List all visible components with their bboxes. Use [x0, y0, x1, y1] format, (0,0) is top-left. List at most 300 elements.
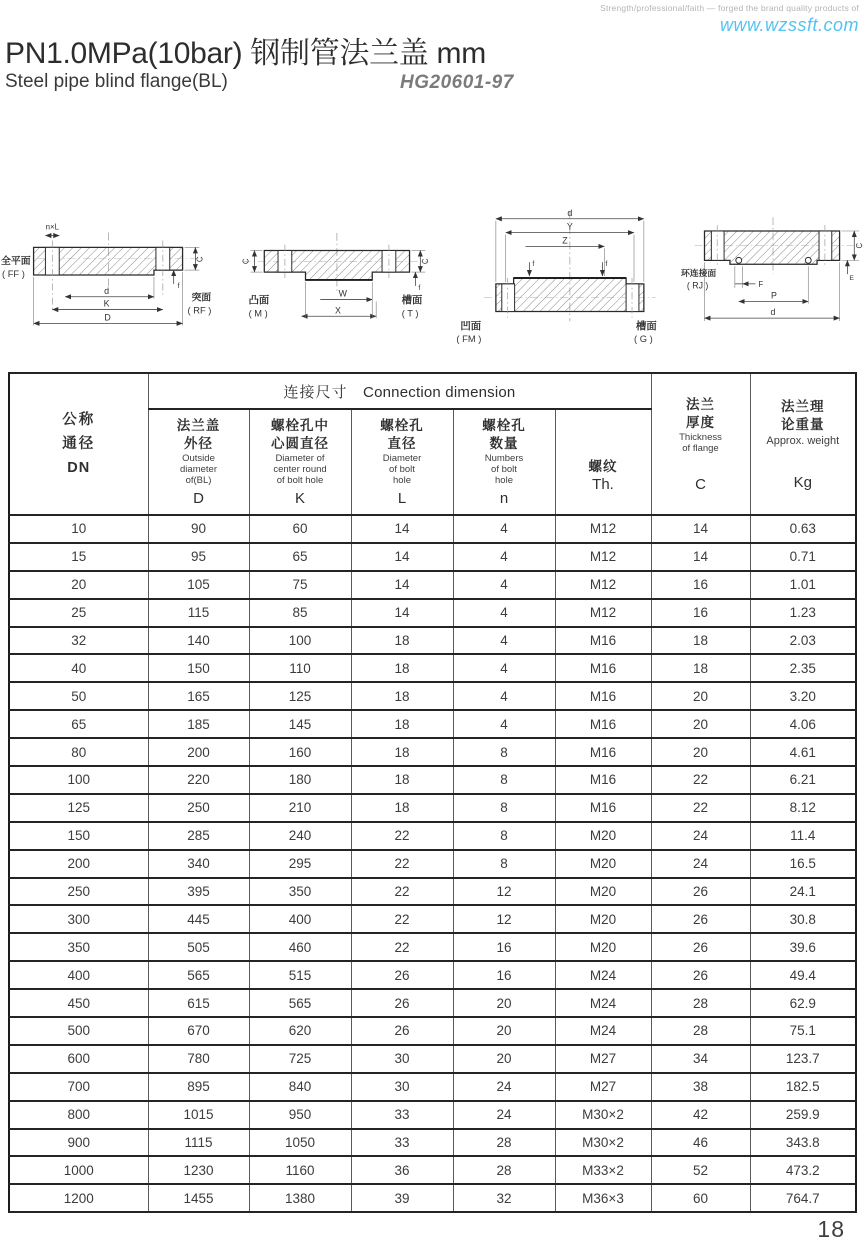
- cell-dn: 50: [9, 682, 148, 710]
- cell-dn: 20: [9, 571, 148, 599]
- cell-c: 46: [651, 1129, 750, 1157]
- c-symbol: C: [695, 475, 706, 493]
- th-symbol: Th.: [592, 475, 614, 493]
- cell-k: 1160: [249, 1156, 351, 1184]
- cell-dn: 80: [9, 738, 148, 766]
- cell-n: 8: [453, 738, 555, 766]
- cell-l: 33: [351, 1101, 453, 1129]
- cell-l: 22: [351, 850, 453, 878]
- cell-n: 4: [453, 654, 555, 682]
- cell-k: 840: [249, 1073, 351, 1101]
- cell-n: 4: [453, 543, 555, 571]
- page-number: 18: [817, 1216, 845, 1242]
- face-label-g: 槽面: [635, 321, 657, 333]
- cell-d: 185: [148, 710, 249, 738]
- dn-cn-2: 通径: [62, 436, 96, 452]
- face-label-ff: 全平面: [1, 256, 31, 268]
- cell-n: 8: [453, 794, 555, 822]
- face-code-rj: ( RJ ): [686, 280, 709, 291]
- cell-c: 18: [651, 654, 750, 682]
- cell-d: 95: [148, 543, 249, 571]
- cell-n: 4: [453, 627, 555, 655]
- l-symbol: L: [397, 490, 407, 507]
- table-row: [9, 822, 856, 850]
- cell-d: 105: [148, 571, 249, 599]
- table-row: [9, 515, 856, 543]
- cell-c: 16: [651, 599, 750, 627]
- cell-kg: 8.12: [750, 794, 856, 822]
- cell-k: 180: [249, 766, 351, 794]
- cell-k: 725: [249, 1045, 351, 1073]
- n-cn-1: 螺栓孔: [482, 418, 526, 433]
- d-cn-1: 法兰盖: [176, 418, 221, 433]
- cell-c: 26: [651, 878, 750, 906]
- table-row: [9, 571, 856, 599]
- cell-k: 145: [249, 710, 351, 738]
- cell-th: M24: [555, 1017, 651, 1045]
- dim-dd: D: [104, 312, 111, 323]
- diagram-m-t: [227, 203, 438, 351]
- cell-c: 38: [651, 1073, 750, 1101]
- cell-dn: 200: [9, 850, 148, 878]
- cell-th: M20: [555, 878, 651, 906]
- dim-c-left: C: [241, 258, 251, 265]
- cell-d: 670: [148, 1017, 249, 1045]
- cell-kg: 62.9: [750, 989, 856, 1017]
- cell-dn: 500: [9, 1017, 148, 1045]
- cell-k: 65: [249, 543, 351, 571]
- face-label-m: 凸面: [248, 295, 270, 307]
- cell-l: 26: [351, 961, 453, 989]
- table-row: [9, 794, 856, 822]
- cell-d: 220: [148, 766, 249, 794]
- cell-th: M16: [555, 710, 651, 738]
- cell-c: 24: [651, 822, 750, 850]
- k-symbol: K: [294, 490, 305, 507]
- cell-l: 36: [351, 1156, 453, 1184]
- cell-l: 22: [351, 905, 453, 933]
- face-label-rf: 突面: [191, 292, 212, 304]
- standard-code: HG20601-97: [400, 72, 514, 93]
- cell-n: 16: [453, 961, 555, 989]
- cell-n: 12: [453, 905, 555, 933]
- face-code-rf: ( RF ): [187, 305, 212, 316]
- cell-n: 8: [453, 822, 555, 850]
- cell-dn: 700: [9, 1073, 148, 1101]
- dim-f2: f: [418, 284, 421, 292]
- table-row: [9, 682, 856, 710]
- cell-dn: 15: [9, 543, 148, 571]
- cell-k: 1050: [249, 1129, 351, 1157]
- group-header-connection-dimension: [148, 373, 651, 409]
- cell-d: 165: [148, 682, 249, 710]
- cell-l: 22: [351, 933, 453, 961]
- cell-kg: 49.4: [750, 961, 856, 989]
- l-cn-2: 直径: [387, 436, 417, 451]
- cell-c: 14: [651, 515, 750, 543]
- cell-dn: 1200: [9, 1184, 148, 1212]
- table-row: [9, 961, 856, 989]
- table-row: [9, 738, 856, 766]
- cell-d: 250: [148, 794, 249, 822]
- kg-en-1: Approx. weight: [766, 434, 840, 447]
- cell-l: 22: [351, 822, 453, 850]
- cell-l: 30: [351, 1045, 453, 1073]
- col-header-k: [249, 409, 351, 515]
- cell-dn: 65: [9, 710, 148, 738]
- cell-l: 39: [351, 1184, 453, 1212]
- table-row: [9, 1184, 856, 1212]
- n-cn-2: 数量: [489, 436, 519, 451]
- cell-c: 22: [651, 766, 750, 794]
- dim-f3b: f: [605, 261, 608, 269]
- cell-l: 18: [351, 794, 453, 822]
- d-en-1: Outside: [182, 453, 215, 464]
- cell-n: 32: [453, 1184, 555, 1212]
- dim-y: Y: [566, 221, 573, 232]
- cell-dn: 125: [9, 794, 148, 822]
- table-row: [9, 1156, 856, 1184]
- cell-k: 350: [249, 878, 351, 906]
- cell-th: M12: [555, 543, 651, 571]
- cell-d: 395: [148, 878, 249, 906]
- cell-n: 8: [453, 850, 555, 878]
- cell-th: M33×2: [555, 1156, 651, 1184]
- cell-kg: 343.8: [750, 1129, 856, 1157]
- face-label-rj: 环连接面: [681, 268, 717, 279]
- table-row: [9, 654, 856, 682]
- cell-kg: 4.61: [750, 738, 856, 766]
- cell-kg: 24.1: [750, 878, 856, 906]
- cell-n: 28: [453, 1156, 555, 1184]
- cell-d: 505: [148, 933, 249, 961]
- cell-l: 33: [351, 1129, 453, 1157]
- table-row: [9, 1101, 856, 1129]
- cell-kg: 75.1: [750, 1017, 856, 1045]
- cell-c: 20: [651, 738, 750, 766]
- cell-k: 110: [249, 654, 351, 682]
- cell-kg: 764.7: [750, 1184, 856, 1212]
- cell-k: 100: [249, 627, 351, 655]
- cell-d: 150: [148, 654, 249, 682]
- col-header-th: [555, 409, 651, 515]
- cell-k: 565: [249, 989, 351, 1017]
- cell-n: 8: [453, 766, 555, 794]
- table-row: [9, 905, 856, 933]
- cell-kg: 2.35: [750, 654, 856, 682]
- table-row: [9, 599, 856, 627]
- flange-dimension-table: [8, 372, 857, 1213]
- cell-l: 18: [351, 654, 453, 682]
- page-subtitle: Steel pipe blind flange(BL): [5, 71, 228, 92]
- cell-k: 240: [249, 822, 351, 850]
- dim-x: X: [334, 305, 341, 316]
- cell-d: 565: [148, 961, 249, 989]
- cell-kg: 0.71: [750, 543, 856, 571]
- dim-z: Z: [562, 235, 568, 246]
- cell-dn: 300: [9, 905, 148, 933]
- cell-c: 28: [651, 989, 750, 1017]
- diagram-ff-rf: [0, 203, 227, 351]
- cell-dn: 32: [9, 627, 148, 655]
- cell-l: 14: [351, 599, 453, 627]
- cell-th: M16: [555, 627, 651, 655]
- cell-dn: 40: [9, 654, 148, 682]
- table-row: [9, 1017, 856, 1045]
- flange-face-diagrams: [0, 203, 867, 355]
- l-en-3: hole: [393, 475, 411, 486]
- cell-d: 140: [148, 627, 249, 655]
- d-en-2: diameter: [180, 464, 217, 475]
- cell-k: 620: [249, 1017, 351, 1045]
- website-url: www.wzssft.com: [719, 15, 859, 35]
- k-en-1: Diameter of: [275, 453, 325, 464]
- cell-n: 12: [453, 878, 555, 906]
- cell-l: 18: [351, 710, 453, 738]
- cell-n: 4: [453, 599, 555, 627]
- n-en-2: of bolt: [491, 464, 517, 475]
- cell-n: 24: [453, 1101, 555, 1129]
- group-header-cn: 连接尺寸: [283, 383, 348, 401]
- cell-n: 20: [453, 1045, 555, 1073]
- l-cn-1: 螺栓孔: [380, 418, 424, 433]
- cell-dn: 350: [9, 933, 148, 961]
- cell-c: 60: [651, 1184, 750, 1212]
- cell-th: M16: [555, 766, 651, 794]
- cell-d: 200: [148, 738, 249, 766]
- dim-c4: C: [855, 242, 865, 249]
- table-row: [9, 1073, 856, 1101]
- cell-dn: 1000: [9, 1156, 148, 1184]
- dim-d3: d: [567, 207, 573, 218]
- table-row: [9, 1045, 856, 1073]
- cell-c: 16: [651, 571, 750, 599]
- face-code-t: ( T ): [401, 308, 419, 319]
- cell-th: M30×2: [555, 1129, 651, 1157]
- cell-d: 1115: [148, 1129, 249, 1157]
- col-header-kg: [750, 373, 856, 515]
- cell-c: 42: [651, 1101, 750, 1129]
- table-row: [9, 710, 856, 738]
- cell-th: M16: [555, 682, 651, 710]
- dim-f4: F: [758, 279, 764, 289]
- cell-n: 24: [453, 1073, 555, 1101]
- cell-c: 20: [651, 710, 750, 738]
- cell-d: 1230: [148, 1156, 249, 1184]
- dn-symbol: DN: [67, 460, 91, 476]
- dim-d4: d: [770, 307, 776, 318]
- cell-c: 24: [651, 850, 750, 878]
- diagram-fm-g: [438, 203, 681, 351]
- cell-th: M20: [555, 905, 651, 933]
- cell-k: 85: [249, 599, 351, 627]
- dim-c: C: [195, 256, 205, 263]
- face-code-ff: ( FF ): [2, 269, 25, 279]
- k-en-2: center round: [273, 464, 327, 475]
- th-cn-1: 螺纹: [588, 458, 618, 474]
- cell-k: 515: [249, 961, 351, 989]
- cell-c: 18: [651, 627, 750, 655]
- cell-th: M12: [555, 571, 651, 599]
- dim-f3a: f: [532, 261, 535, 269]
- face-code-g: ( G ): [633, 334, 653, 345]
- cell-l: 18: [351, 682, 453, 710]
- group-header-en: Connection dimension: [363, 383, 516, 401]
- cell-th: M16: [555, 794, 651, 822]
- cell-c: 26: [651, 961, 750, 989]
- cell-th: M24: [555, 961, 651, 989]
- cell-l: 14: [351, 515, 453, 543]
- dim-c-right: C: [421, 258, 431, 265]
- cell-k: 60: [249, 515, 351, 543]
- cell-th: M12: [555, 515, 651, 543]
- cell-d: 445: [148, 905, 249, 933]
- c-en-2: of flange: [682, 442, 719, 454]
- cell-n: 4: [453, 515, 555, 543]
- col-header-l: [351, 409, 453, 515]
- cell-kg: 16.5: [750, 850, 856, 878]
- cell-l: 18: [351, 738, 453, 766]
- cell-kg: 473.2: [750, 1156, 856, 1184]
- cell-kg: 259.9: [750, 1101, 856, 1129]
- cell-l: 26: [351, 989, 453, 1017]
- cell-l: 18: [351, 627, 453, 655]
- cell-dn: 250: [9, 878, 148, 906]
- cell-dn: 10: [9, 515, 148, 543]
- col-header-c: [651, 373, 750, 515]
- cell-l: 18: [351, 766, 453, 794]
- table-row: [9, 878, 856, 906]
- face-label-fm: 凹面: [460, 321, 482, 333]
- cell-dn: 900: [9, 1129, 148, 1157]
- k-cn-2: 心圆直径: [271, 436, 329, 451]
- cell-kg: 1.23: [750, 599, 856, 627]
- cell-d: 1455: [148, 1184, 249, 1212]
- cell-dn: 800: [9, 1101, 148, 1129]
- table-row: [9, 627, 856, 655]
- cell-c: 26: [651, 933, 750, 961]
- cell-d: 780: [148, 1045, 249, 1073]
- cell-n: 16: [453, 933, 555, 961]
- cell-n: 20: [453, 1017, 555, 1045]
- cell-n: 4: [453, 710, 555, 738]
- k-cn-1: 螺栓孔中: [271, 418, 329, 433]
- page-title: PN1.0MPa(10bar) 钢制管法兰盖 mm: [5, 37, 486, 70]
- cell-dn: 450: [9, 989, 148, 1017]
- cell-kg: 2.03: [750, 627, 856, 655]
- col-header-d: [148, 409, 249, 515]
- l-en-1: Diameter: [382, 453, 422, 464]
- cell-th: M20: [555, 933, 651, 961]
- l-en-2: of bolt: [389, 464, 415, 475]
- cell-th: M24: [555, 989, 651, 1017]
- cell-k: 210: [249, 794, 351, 822]
- col-header-dn: [9, 373, 148, 515]
- cell-dn: 150: [9, 822, 148, 850]
- dim-f: f: [177, 282, 180, 290]
- cell-th: M27: [555, 1073, 651, 1101]
- cell-c: 28: [651, 1017, 750, 1045]
- face-label-t: 槽面: [401, 295, 423, 307]
- cell-l: 14: [351, 571, 453, 599]
- cell-th: M30×2: [555, 1101, 651, 1129]
- cell-c: 26: [651, 905, 750, 933]
- cell-d: 1015: [148, 1101, 249, 1129]
- table-row: [9, 543, 856, 571]
- cell-k: 1380: [249, 1184, 351, 1212]
- table-row: [9, 1129, 856, 1157]
- dim-e: E: [849, 274, 854, 282]
- cell-d: 895: [148, 1073, 249, 1101]
- cell-n: 4: [453, 571, 555, 599]
- cell-kg: 1.01: [750, 571, 856, 599]
- cell-kg: 6.21: [750, 766, 856, 794]
- n-symbol: n: [499, 490, 509, 507]
- brand-tagline: Strength/professional/faith — forged the brand quality products of: [600, 3, 859, 13]
- cell-kg: 0.63: [750, 515, 856, 543]
- cell-k: 460: [249, 933, 351, 961]
- cell-dn: 600: [9, 1045, 148, 1073]
- dim-k: K: [103, 298, 110, 309]
- d-en-3: of(BL): [185, 475, 212, 486]
- dn-cn-1: 公称: [62, 412, 96, 428]
- cell-k: 125: [249, 682, 351, 710]
- cell-l: 26: [351, 1017, 453, 1045]
- cell-th: M16: [555, 738, 651, 766]
- kg-cn-1: 法兰理: [781, 398, 825, 414]
- diagram-rj: [681, 203, 867, 351]
- cell-kg: 182.5: [750, 1073, 856, 1101]
- d-symbol: D: [193, 490, 204, 507]
- cell-dn: 100: [9, 766, 148, 794]
- cell-n: 20: [453, 989, 555, 1017]
- cell-kg: 30.8: [750, 905, 856, 933]
- cell-th: M20: [555, 850, 651, 878]
- cell-l: 14: [351, 543, 453, 571]
- table-row: [9, 766, 856, 794]
- cell-d: 615: [148, 989, 249, 1017]
- dimension-table-wrap: [8, 372, 857, 1213]
- cell-kg: 11.4: [750, 822, 856, 850]
- cell-d: 115: [148, 599, 249, 627]
- cell-n: 28: [453, 1129, 555, 1157]
- cell-th: M12: [555, 599, 651, 627]
- cell-k: 75: [249, 571, 351, 599]
- face-code-m: ( M ): [248, 308, 268, 319]
- table-row: [9, 850, 856, 878]
- cell-l: 30: [351, 1073, 453, 1101]
- c-cn-2: 厚度: [686, 414, 715, 430]
- cell-l: 22: [351, 878, 453, 906]
- cell-d: 285: [148, 822, 249, 850]
- table-row: [9, 933, 856, 961]
- table-row: [9, 989, 856, 1017]
- k-en-3: of bolt hole: [276, 475, 324, 486]
- cell-d: 90: [148, 515, 249, 543]
- cell-c: 34: [651, 1045, 750, 1073]
- cell-th: M20: [555, 822, 651, 850]
- c-en-1: Thickness: [679, 431, 722, 443]
- cell-dn: 400: [9, 961, 148, 989]
- cell-c: 20: [651, 682, 750, 710]
- cell-kg: 39.6: [750, 933, 856, 961]
- cell-k: 295: [249, 850, 351, 878]
- cell-th: M36×3: [555, 1184, 651, 1212]
- cell-th: M27: [555, 1045, 651, 1073]
- cell-d: 340: [148, 850, 249, 878]
- dim-w: W: [338, 288, 347, 299]
- c-cn-1: 法兰: [686, 396, 715, 412]
